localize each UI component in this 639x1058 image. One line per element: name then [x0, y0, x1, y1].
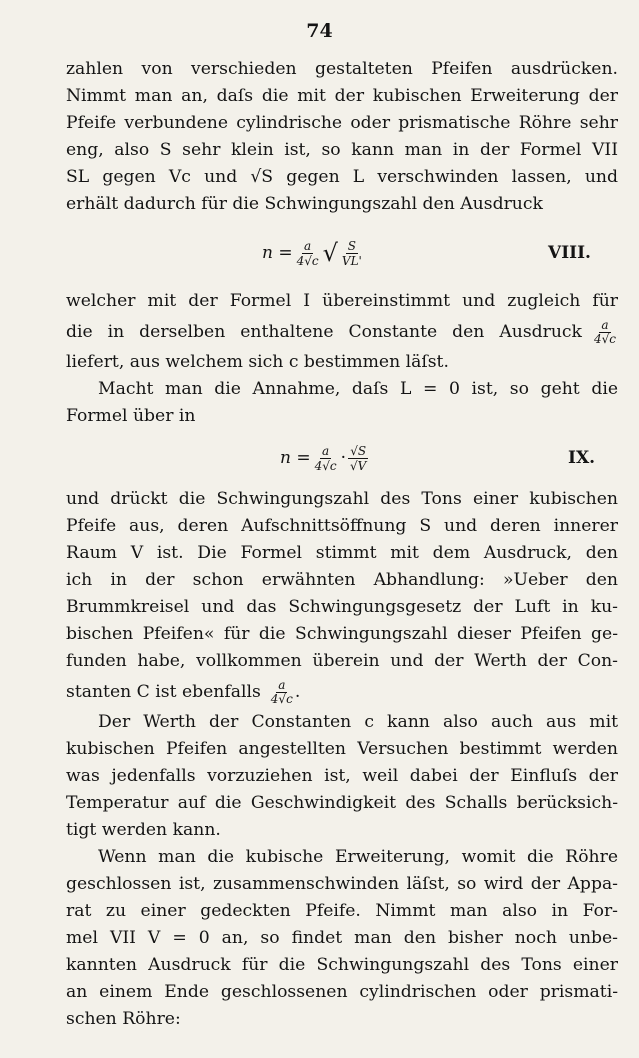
text-line: Raum V ist. Die Formel stimmt mit dem Ausdruck, den: [66, 543, 618, 563]
fraction-numerator: √S: [350, 443, 367, 458]
page-body: [66, 56, 618, 1033]
fraction-denominator: √V: [350, 458, 367, 473]
fraction-numerator: a: [601, 317, 609, 332]
fraction-numerator: a: [304, 238, 312, 253]
equation-lhs: n =: [262, 242, 293, 263]
text-line: [66, 315, 618, 349]
text-line: Temperatur auf die Geschwindigkeit des Schalls berücksich-: [66, 793, 618, 813]
equation-viii: [66, 218, 618, 288]
fraction-denominator: 4√c: [296, 253, 319, 268]
text-line: was jedenfalls vorzuziehen ist, weil dabei der Einfluſs der: [66, 766, 618, 786]
paragraph-2: [66, 288, 618, 376]
text-segment: stanten C ist ebenfalls: [66, 681, 261, 702]
fraction-denominator: VL': [341, 253, 362, 268]
fraction-denominator: 4√c: [593, 331, 616, 346]
text-line: erhält dadurch für die Schwingungszahl den Ausdruck: [66, 194, 543, 214]
text-line: kubischen Pfeifen angestellten Versuchen bestimmt werden: [66, 739, 618, 759]
text-line: tigt werden kann.: [66, 820, 221, 840]
text-line: liefert, aus welchem sich c bestimmen läſst.: [66, 352, 449, 372]
text-line: Macht man die Annahme, daſs L = 0 ist, so geht die: [98, 379, 618, 399]
text-segment: .: [294, 681, 301, 702]
fraction: [340, 239, 364, 268]
text-segment: die in derselben enthaltene Constante den Ausdruck: [66, 321, 582, 342]
paragraph-5: [66, 709, 618, 844]
text-line: SL gegen Vc und √S gegen L verschwinden lassen, und: [66, 167, 618, 187]
text-line: an einem Ende geschlossenen cylindrischen oder prismati-: [66, 982, 618, 1002]
text-line: rat zu einer gedeckten Pfeife. Nimmt man also in For-: [66, 901, 618, 921]
text-line: Nimmt man an, daſs die mit der kubischen Erweiterung der: [66, 86, 618, 106]
text-line: Wenn man die kubische Erweiterung, womit die Röhre: [98, 847, 618, 867]
text-line: schen Röhre:: [66, 1009, 181, 1029]
radical-sign: √: [322, 238, 338, 267]
text-line: mel VII V = 0 an, so findet man den bisher noch unbe-: [66, 928, 618, 948]
equation-number: VIII.: [548, 242, 591, 263]
text-line: und drückt die Schwingungszahl des Tons einer kubischen: [66, 489, 618, 509]
text-line: kannten Ausdruck für die Schwingungszahl des Tons einer: [66, 955, 618, 975]
fraction: [348, 444, 368, 473]
fraction: [313, 444, 339, 473]
equation-lhs: n =: [280, 447, 311, 468]
text-line: Formel über in: [66, 406, 196, 426]
text-line: ich in der schon erwähnten Abhandlung: »Ueber den: [66, 570, 618, 590]
paragraph-3: [66, 376, 618, 430]
text-line: geschlossen ist, zusammenschwinden läſst, so wird der Appa-: [66, 874, 618, 894]
fraction: [295, 239, 321, 268]
text-line: Der Werth der Constanten c kann also auch aus mit: [98, 712, 618, 732]
text-line: Pfeife verbundene cylindrische oder prismatische Röhre sehr: [66, 113, 618, 133]
text-line: eng, also S sehr klein ist, so kann man in der Formel VII: [66, 140, 618, 160]
text-line: funden habe, vollkommen überein und der Werth der Con-: [66, 651, 618, 671]
fraction-numerator: a: [278, 677, 286, 692]
fraction-denominator: 4√c: [314, 458, 337, 473]
text-line: zahlen von verschieden gestalteten Pfeifen ausdrücken.: [66, 59, 618, 79]
fraction-denominator: 4√c: [270, 691, 293, 706]
text-line: bischen Pfeifen« für die Schwingungszahl dieser Pfeifen ge-: [66, 624, 618, 644]
text-line: [66, 675, 618, 709]
equation-ix-math: [280, 444, 370, 473]
equation-ix: [66, 430, 618, 486]
text-line: welcher mit der Formel I übereinstimmt und zugleich für: [66, 291, 618, 311]
paragraph-4: [66, 486, 618, 709]
multiplication-dot: ·: [340, 447, 347, 468]
text-line: Brummkreisel und das Schwingungsgesetz der Luft in ku-: [66, 597, 618, 617]
paragraph-6: [66, 844, 618, 1033]
equation-viii-math: [262, 239, 366, 268]
page-number: 74: [306, 20, 333, 42]
equation-number: IX.: [568, 447, 596, 468]
fraction: [269, 679, 295, 706]
fraction-numerator: S: [347, 238, 356, 253]
fraction-numerator: a: [322, 443, 330, 458]
text-line: Pfeife aus, deren Aufschnittsöffnung S und deren innerer: [66, 516, 618, 536]
paragraph-1: [66, 56, 618, 218]
fraction: [592, 319, 618, 346]
